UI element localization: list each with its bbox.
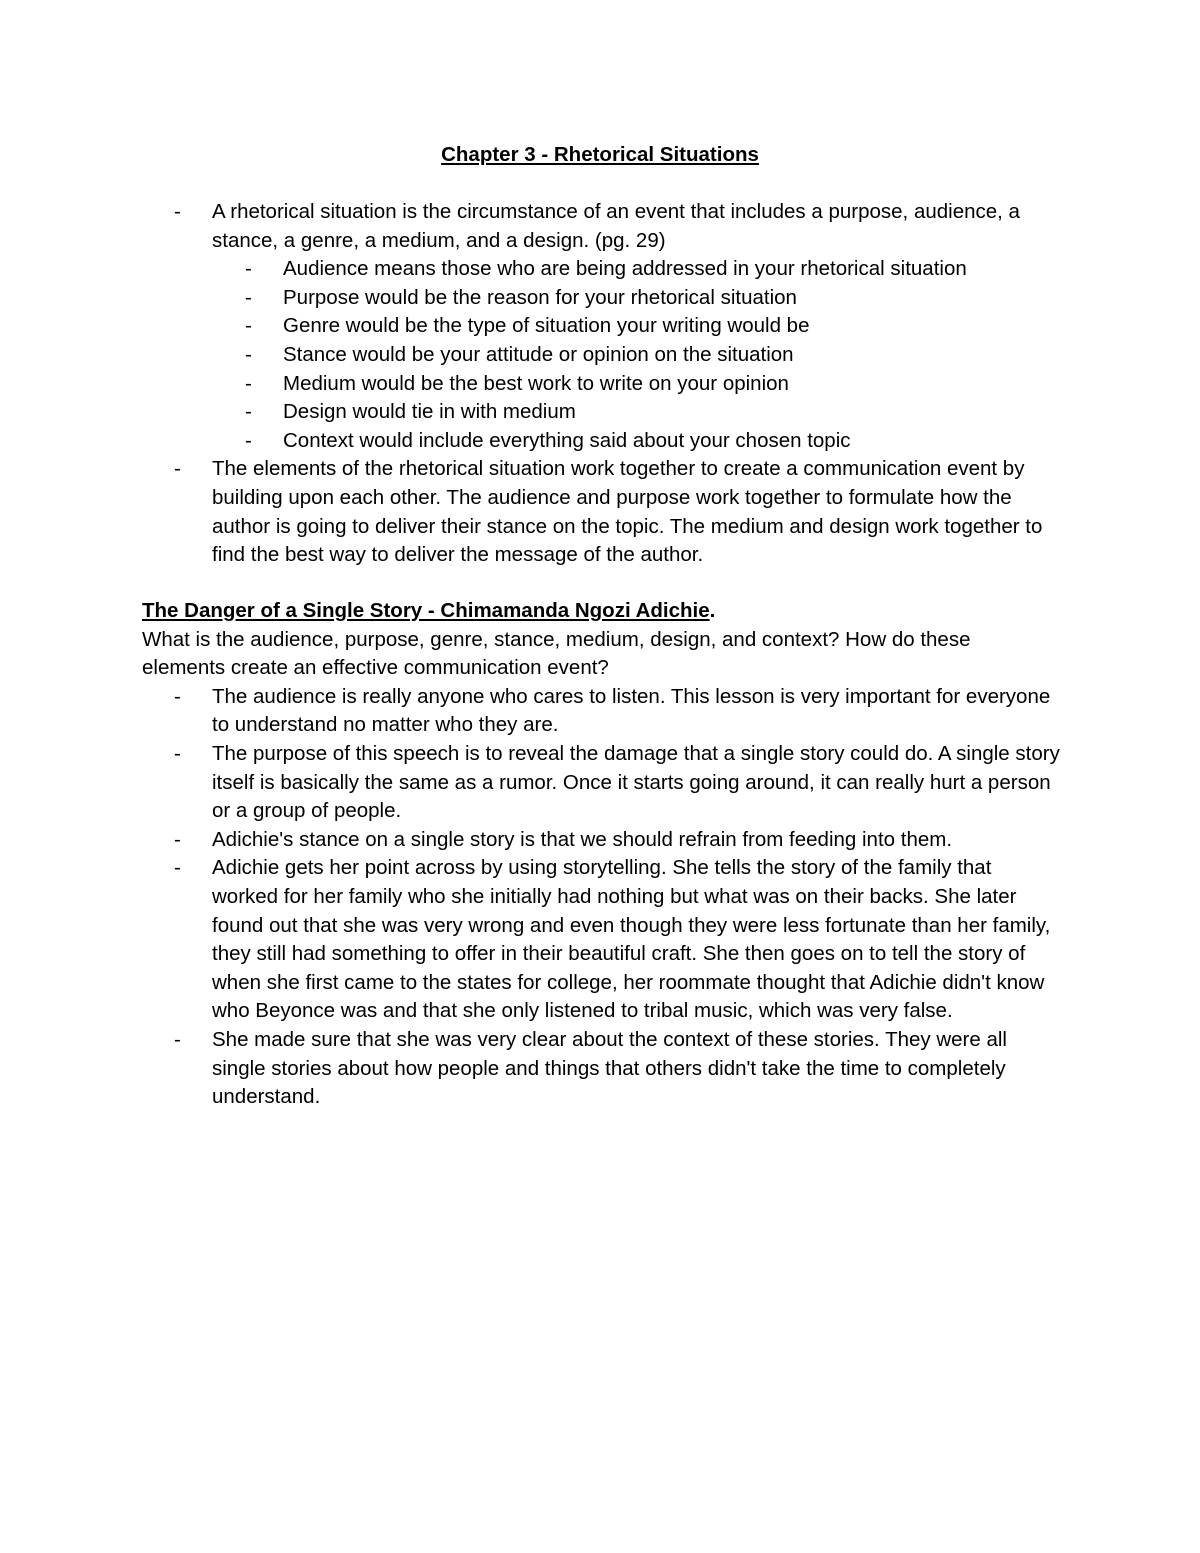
sub-list-item — [212, 312, 1133, 341]
list-item — [142, 854, 1062, 1026]
list-item-text: Adichie's stance on a single story is that we should refrain from feeding into them. — [212, 827, 953, 851]
sub-list-item-text: Medium would be the best work to write on your opinion — [283, 371, 789, 395]
dash-bullet: - — [174, 827, 181, 851]
sub-list-item-text: Stance would be your attitude or opinion on the situation — [283, 342, 794, 366]
sub-list-item-text: Design would tie in with medium — [283, 400, 576, 424]
dash-bullet: - — [245, 371, 252, 395]
list-item — [142, 1026, 1062, 1112]
list-item-text: Adichie gets her point across by using storytelling. She tells the story of the family that worked for her family who she initially had nothing but what was on their backs. She later found out that she was very wrong and even though they were less fortunate than her family, they still had something to offer in their beautiful craft. She then goes on to tell the story of when she first came to the states for college, her roommate thought that Adichie didn't know who Beyonce was and that she only listened to tribal music, which was very false. — [212, 856, 1051, 1023]
dash-bullet: - — [174, 741, 181, 765]
dash-bullet: - — [245, 400, 252, 424]
dash-bullet: - — [245, 428, 252, 452]
answers-list — [142, 683, 1072, 1112]
element-definitions-list — [212, 255, 1062, 455]
list-item-text: The elements of the rhetorical situation work together to create a communication event by building upon each other. The audience and purpose work together to formulate how the author is going to deliver their stance on the topic. The medium and design work together to find the best way to deliver the message of the author. — [212, 457, 1043, 567]
rhetorical-situations-list — [0, 198, 1200, 570]
list-item — [0, 455, 1062, 569]
section-heading-period: . — [709, 599, 716, 622]
sub-list-item — [212, 398, 1133, 427]
page-title: Chapter 3 - Rhetorical Situations — [441, 143, 759, 166]
list-item — [142, 826, 1062, 855]
sub-list-item — [212, 255, 1133, 284]
sub-list-item-text: Genre would be the type of situation your writing would be — [283, 314, 810, 338]
dash-bullet: - — [245, 342, 252, 366]
sub-list-item — [212, 284, 1133, 313]
rhetorical-situations-section — [0, 198, 1200, 570]
dash-bullet: - — [174, 200, 181, 223]
sub-list-item-text: Context would include everything said about your chosen topic — [283, 428, 851, 452]
dash-bullet: - — [245, 257, 252, 281]
list-item-text: The purpose of this speech is to reveal the damage that a single story could do. A single story itself is basically the same as a rumor. Once it starts going around, it can really hurt a person or a group of people. — [212, 741, 1060, 823]
single-story-section — [142, 597, 1072, 1112]
dash-bullet: - — [174, 684, 181, 708]
section-heading-text: The Danger of a Single Story - Chimamanda Ngozi Adichie — [142, 599, 710, 622]
section-heading — [142, 597, 1072, 626]
list-item-text: A rhetorical situation is the circumstance of an event that includes a purpose, audience, a stance, a genre, a medium, and a design. (pg. 29) — [212, 200, 1020, 252]
dash-bullet: - — [174, 457, 181, 481]
question-text: What is the audience, purpose, genre, stance, medium, design, and context? How do these elements create an effective communication event? — [142, 627, 971, 680]
sub-list-item — [212, 341, 1133, 370]
dash-bullet: - — [245, 285, 252, 309]
sub-list-item-text: Audience means those who are being addressed in your rhetorical situation — [283, 257, 967, 281]
dash-bullet: - — [245, 314, 252, 338]
sub-list-item — [212, 427, 1133, 456]
dash-bullet: - — [174, 856, 181, 880]
list-item-text: The audience is really anyone who cares to listen. This lesson is very important for everyone to understand no matter who they are. — [212, 684, 1051, 737]
list-item — [142, 740, 1062, 826]
list-item — [0, 198, 1062, 455]
list-item-text: She made sure that she was very clear about the context of these stories. They were all single stories about how people and things that others didn't take the time to completely understand. — [212, 1027, 1007, 1109]
sub-list-item — [212, 370, 1133, 399]
list-item — [142, 683, 1062, 740]
sub-list-item-text: Purpose would be the reason for your rhetorical situation — [283, 285, 797, 309]
dash-bullet: - — [174, 1027, 181, 1051]
